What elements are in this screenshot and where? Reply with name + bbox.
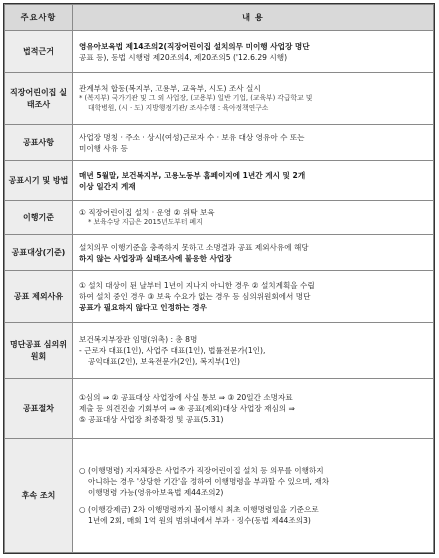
label-survey: 직장어린이집 실태조사 xyxy=(5,73,73,125)
timing-line-2: 이상 일간지 게재 xyxy=(79,181,136,191)
content-procedure xyxy=(73,379,434,439)
row-criteria xyxy=(5,201,434,235)
label-procedure: 공표절차 xyxy=(5,379,73,439)
followup-a-line-3: 이행명령 가능(영유아보육법 제44조의2) xyxy=(88,488,224,497)
content-items xyxy=(73,125,434,161)
policy-table-frame xyxy=(3,3,435,554)
content-committee xyxy=(73,323,434,379)
row-followup xyxy=(5,439,434,553)
label-timing: 공표시기 및 방법 xyxy=(5,161,73,201)
committee-line-1: 보건복지부장관 임명(위촉) : 총 8명 xyxy=(79,335,198,344)
label-criteria: 이행기준 xyxy=(5,201,73,235)
row-legal-basis xyxy=(5,31,434,73)
exclusion-line-1: ① 설치 대상이 된 날부터 1년이 지나지 아니한 경우 ② 설치계획을 수립 xyxy=(79,281,315,290)
row-committee xyxy=(5,323,434,379)
followup-b-line-2: 1년에 2회, 매회 1억 원의 범위내에서 부과 · 징수(동법 제44조의3) xyxy=(88,516,311,525)
label-followup: 후속 조치 xyxy=(5,439,73,553)
survey-note-1: * (복지부) 국가기관 및 그 외 사업장, (고용부) 일반 기업, (교육부) 각급학교 및 xyxy=(79,94,313,103)
legal-line-2: 공표 등), 동법 시행령 제20조의4, 제20조의5 ('12.6.29 시행) xyxy=(79,52,288,62)
procedure-line-1: ①심의 ⇒ ② 공표대상 사업장에 사실 통보 ⇒ ③ 20일간 소명자료 xyxy=(79,393,293,402)
header-key-items: 주요사항 xyxy=(5,5,73,31)
label-items: 공표사항 xyxy=(5,125,73,161)
row-items xyxy=(5,125,434,161)
content-survey xyxy=(73,73,434,125)
followup-b-line-1: ○ (이행강제금) 2차 이행명령까지 불이행시 최초 이행명령일을 기준으로 xyxy=(79,505,319,514)
label-committee: 명단공표 심의위원회 xyxy=(5,323,73,379)
label-exclusion: 공표 제외사유 xyxy=(5,271,73,323)
content-timing xyxy=(73,161,434,201)
committee-line-3: 공익대표(2인), 보육전문가(2인), 복지부(1인) xyxy=(88,357,240,366)
criteria-line-1: ① 직장어린이집 설치 · 운영 ② 위탁 보육 xyxy=(79,208,215,218)
timing-line-1: 매년 5월말, 보건복지부, 고용노동부 홈페이지에 1년간 게시 및 2개 xyxy=(79,170,306,180)
survey-line-1: 관계부처 합동(복지부, 고용부, 교육부, 시도) 조사 실시 xyxy=(79,84,261,94)
row-procedure xyxy=(5,379,434,439)
committee-line-2: - 근로자 대표(1인), 사업주 대표(1인), 법률전문가(1인), xyxy=(79,346,266,355)
procedure-line-3: ⑤ 공표대상 사업장 최종확정 및 공표(5.31) xyxy=(79,415,224,424)
content-legal-basis xyxy=(73,31,434,73)
header-contents: 내 용 xyxy=(73,5,434,31)
label-legal-basis: 법적근거 xyxy=(5,31,73,73)
label-target: 공표대상(기준) xyxy=(5,235,73,271)
procedure-line-2: 제출 등 의견진술 기회부여 ⇒ ④ 공표(제외)대상 사업장 재심의 ⇒ xyxy=(79,404,295,413)
content-exclusion xyxy=(73,271,434,323)
policy-summary-table xyxy=(4,4,434,553)
criteria-note: * 보육수당 지급은 2015년도부터 폐지 xyxy=(88,218,203,227)
content-followup xyxy=(73,439,434,553)
content-target xyxy=(73,235,434,271)
items-line-1: 사업장 명칭 · 주소 · 상시(여성)근로자 수 · 보유 대상 영유아 수 또는 xyxy=(79,132,305,142)
row-exclusion xyxy=(5,271,434,323)
content-criteria xyxy=(73,201,434,235)
items-line-2: 미이행 사유 등 xyxy=(79,143,128,153)
target-line-1: 설치의무 이행기준을 충족하지 못하고 소명결과 공표 제외사유에 해당 xyxy=(79,242,309,252)
row-survey xyxy=(5,73,434,125)
legal-line-1: 영유아보육법 제14조의2(직장어린이집 설치의무 미이행 사업장 명단 xyxy=(79,41,310,51)
followup-a-line-2: 아니하는 경우 '상당한 기간'을 정하여 이행명령을 부과할 수 있으며, 재차 xyxy=(88,477,330,486)
exclusion-line-3: 공표가 필요하지 않다고 인정하는 경우 xyxy=(79,303,207,312)
row-target xyxy=(5,235,434,271)
row-timing xyxy=(5,161,434,201)
target-line-2: 하지 않는 사업장과 실태조사에 불응한 사업장 xyxy=(79,253,232,263)
exclusion-line-2: 하여 설치 중인 경우 ③ 보육 수요가 없는 경우 등 심의위원회에서 명단 xyxy=(79,292,311,301)
survey-note-2: 대학병원, (시 · 도) 지방행정기관/ 조사수행 : 육아정책연구소 xyxy=(88,104,269,112)
followup-a-line-1: ○ (이행명령) 지자체장은 사업주가 직장어린이집 설치 등 의무를 이행하지 xyxy=(79,466,324,475)
table-header-row xyxy=(5,5,434,31)
